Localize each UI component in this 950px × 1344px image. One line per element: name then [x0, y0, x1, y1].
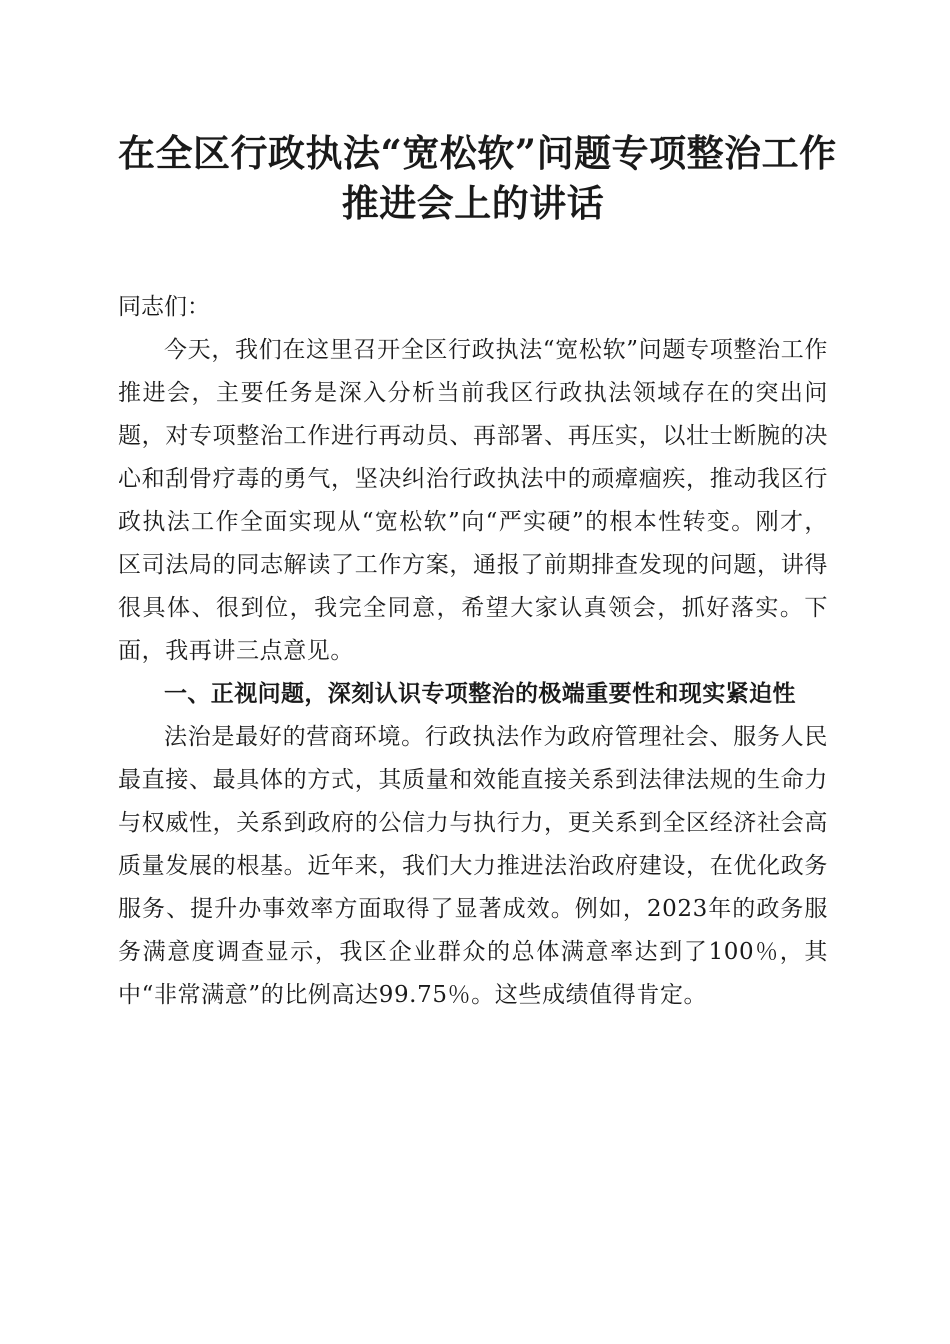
title-line-1: 在全区行政执法“宽松软”问题专项整治工作	[118, 131, 837, 175]
document-body	[118, 286, 828, 1017]
document-title	[118, 128, 837, 228]
document-page	[118, 128, 837, 1017]
opening-paragraph: 今天，我们在这里召开全区行政执法“宽松软”问题专项整治工作推进会，主要任务是深入分析当前我区行政执法领域存在的突出问题，对专项整治工作进行再动员、再部署、再压实，以壮士断腕的决心和刮骨疗毒的勇气，坚决纠治行政执法中的顽瘴痼疾，推动我区行政执法工作全面实现从“宽松软”向“严实硬”的根本性转变。刚才，区司法局的同志解读了工作方案，通报了前期排查发现的问题，讲得很具体、很到位，我完全同意，希望大家认真领会，抓好落实。下面，我再讲三点意见。	[118, 337, 828, 664]
salutation: 同志们：	[118, 294, 210, 320]
title-line-2: 推进会上的讲话	[341, 181, 605, 225]
section-1-heading: 一、正视问题，深刻认识专项整治的极端重要性和现实紧迫性	[164, 681, 796, 707]
section-1-paragraph: 法治是最好的营商环境。行政执法作为政府管理社会、服务人民最直接、最具体的方式，其质量和效能直接关系到法律法规的生命力与权威性，关系到政府的公信力与执行力，更关系到全区经济社会高质量发展的根基。近年来，我们大力推进法治政府建设，在优化政务服务、提升办事效率方面取得了显著成效。例如，2023年的政务服务满意度调查显示，我区企业群众的总体满意率达到了100％，其中“非常满意”的比例高达99.75％。这些成绩值得肯定。	[118, 724, 828, 1008]
